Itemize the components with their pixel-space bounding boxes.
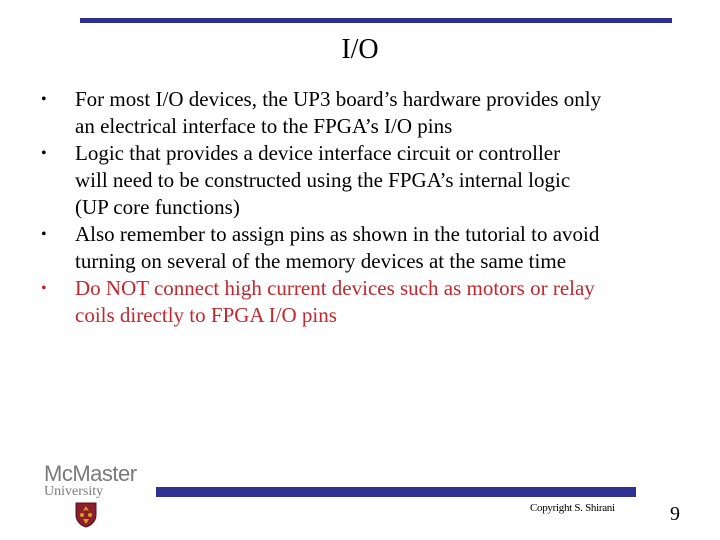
logo-wordmark: McMaster	[44, 461, 137, 486]
bullet-line: coils directly to FPGA I/O pins	[75, 303, 337, 327]
slide-title: I/O	[341, 34, 379, 65]
bullet-line: Logic that provides a device interface circuit or controller	[75, 141, 561, 165]
bullet-line: For most I/O devices, the UP3 board’s hardware provides only	[75, 87, 602, 111]
bullet-line: Also remember to assign pins as shown in the tutorial to avoid	[75, 222, 600, 246]
bullet-line: Do NOT connect high current devices such as motors or relay	[75, 276, 595, 300]
bullet-item	[30, 221, 700, 275]
copyright-text: Copyright S. Shirani	[530, 502, 615, 514]
bottom-divider-rule	[156, 487, 636, 497]
bullet-marker: •	[41, 226, 47, 243]
bullet-item	[30, 140, 700, 221]
bullet-item	[30, 86, 700, 140]
mcmaster-logo	[44, 462, 144, 526]
bullet-marker: •	[41, 91, 47, 108]
bullet-line: will need to be constructed using the FPGA’s internal logic	[75, 168, 571, 192]
bullet-line: an electrical interface to the FPGA’s I/O pins	[75, 114, 453, 138]
page-number: 9	[670, 503, 680, 525]
bullet-marker: •	[41, 280, 47, 297]
top-divider-rule	[80, 18, 672, 23]
university-crest-icon	[75, 502, 97, 528]
bullet-marker: •	[41, 145, 47, 162]
bullet-line: (UP core functions)	[75, 195, 240, 219]
logo-subtitle: University	[44, 484, 104, 499]
bullet-item-warning	[30, 275, 700, 329]
bullet-line: turning on several of the memory devices at the same time	[75, 249, 567, 273]
bullet-list	[30, 86, 700, 329]
